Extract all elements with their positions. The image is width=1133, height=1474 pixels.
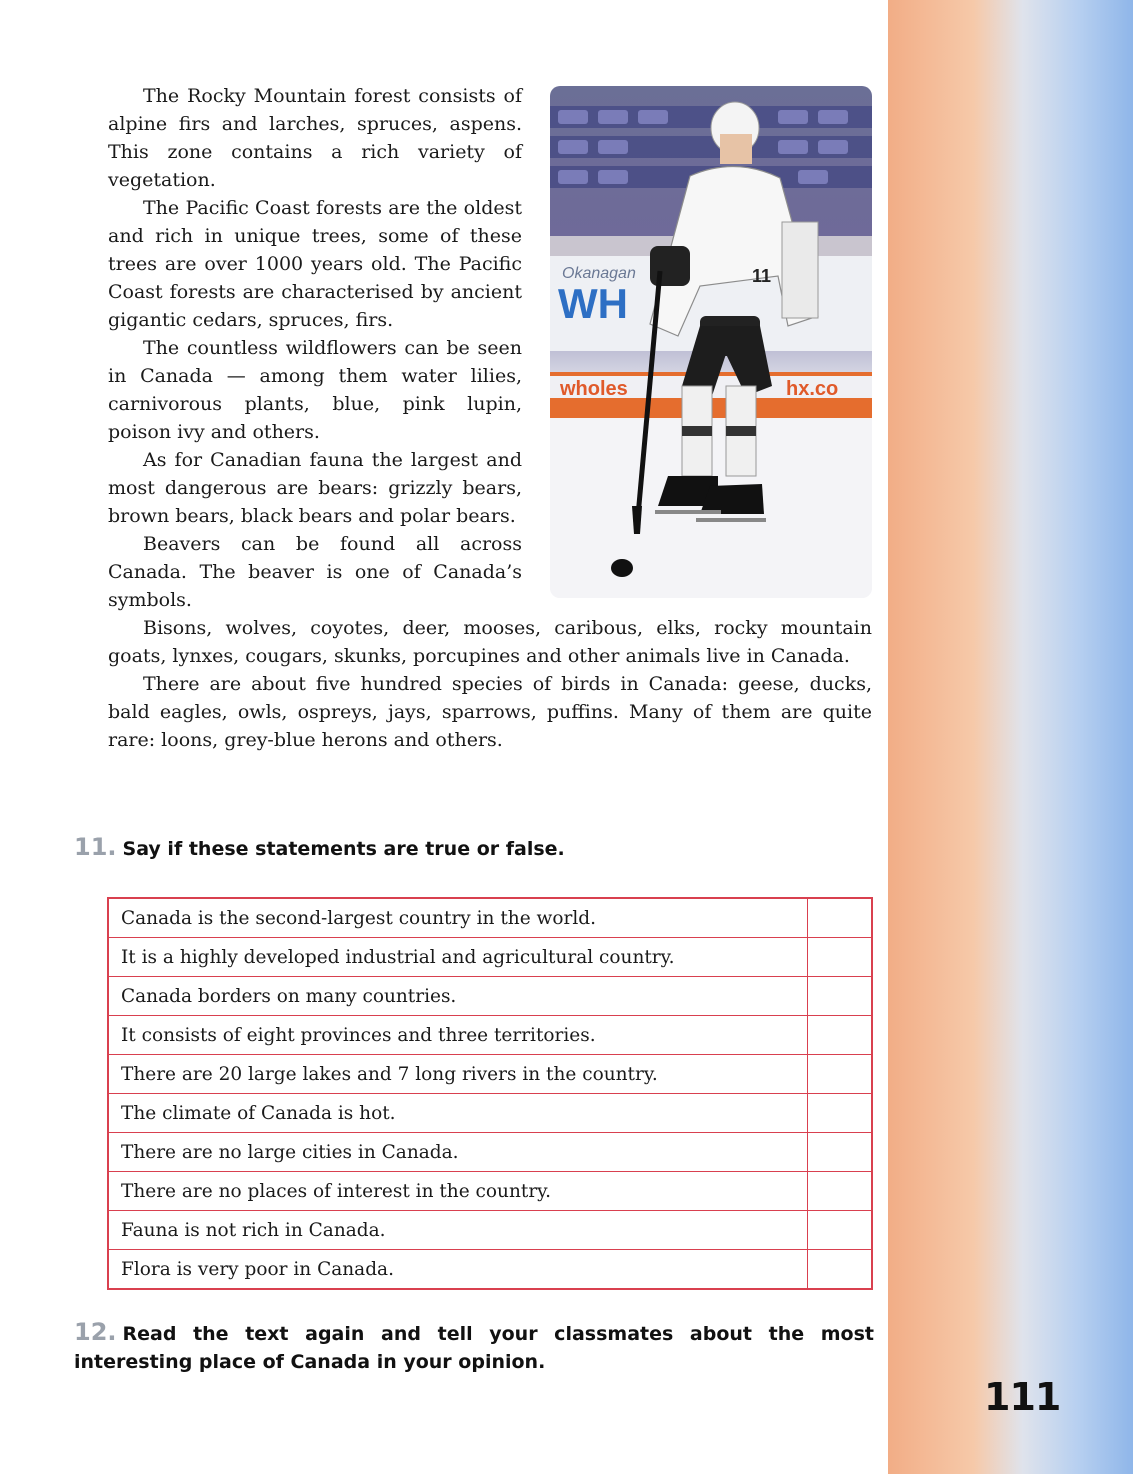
statement-cell: There are no large cities in Canada. — [108, 1133, 808, 1172]
task-11-instruction: Say if these statements are true or false. — [122, 838, 565, 860]
table-row — [108, 1055, 872, 1094]
table-row — [108, 977, 872, 1016]
table-row — [108, 898, 872, 938]
task-12-heading — [74, 1318, 874, 1376]
page-number: 111 — [984, 1375, 1061, 1419]
statement-cell: There are 20 large lakes and 7 long rivers in the country. — [108, 1055, 808, 1094]
paragraph-rocky-mountain: The Rocky Mountain forest consists of alpine firs and larches, spruces, aspens. This zone contains a rich variety of vegetation. — [108, 85, 522, 191]
banner-text-4: hx.co — [786, 378, 839, 400]
paragraph-beavers: Beavers can be found all across Canada. The beaver is one of Canada’s symbols. — [108, 533, 522, 611]
answer-cell[interactable] — [808, 1055, 873, 1094]
page-margin-band — [888, 0, 1133, 1474]
paragraph-animals: Bisons, wolves, coyotes, deer, mooses, caribous, elks, rocky mountain goats, lynxes, cougars, skunks, porcupines and other animals live in Canada. — [108, 617, 872, 667]
task-11-number: 11. — [74, 833, 117, 861]
task-12-instruction: Read the text again and tell your classmates about the most interesting place of Canada in your opinion. — [74, 1323, 874, 1373]
table-row — [108, 1133, 872, 1172]
table-row — [108, 1016, 872, 1055]
answer-cell[interactable] — [808, 1172, 873, 1211]
paragraph-birds: There are about five hundred species of birds in Canada: geese, ducks, bald eagles, owls, ospreys, jays, sparrows, puffins. Many of them are quite rare: loons, grey-blue herons and others. — [108, 673, 872, 751]
table-row — [108, 1172, 872, 1211]
reading-text — [108, 82, 872, 754]
answer-cell[interactable] — [808, 938, 873, 977]
statement-cell: Canada is the second-largest country in the world. — [108, 898, 808, 938]
statement-cell: Fauna is not rich in Canada. — [108, 1211, 808, 1250]
answer-cell[interactable] — [808, 1211, 873, 1250]
answer-cell[interactable] — [808, 1094, 873, 1133]
answer-cell[interactable] — [808, 1016, 873, 1055]
statement-cell: It consists of eight provinces and three territories. — [108, 1016, 808, 1055]
paragraph-pacific-coast: The Pacific Coast forests are the oldest and rich in unique trees, some of these trees are over 1000 years old. The Pacific Coast forests are characterised by ancient gigantic cedars, spruces, firs. — [108, 197, 522, 331]
table-row — [108, 1094, 872, 1133]
hockey-player-photo — [550, 86, 872, 598]
banner-text-1: Okanagan — [562, 265, 636, 282]
banner-text-2: WH — [558, 280, 628, 327]
statement-cell: It is a highly developed industrial and agricultural country. — [108, 938, 808, 977]
true-false-table — [107, 897, 873, 1290]
banner-text-3: wholes — [560, 378, 628, 400]
paragraph-wildflowers: The countless wildflowers can be seen in Canada — among them water lilies, carnivorous plants, blue, pink lupin, poison ivy and others. — [108, 337, 522, 443]
jersey-number: 11 — [752, 266, 772, 286]
statement-cell: There are no places of interest in the country. — [108, 1172, 808, 1211]
statement-cell: Canada borders on many countries. — [108, 977, 808, 1016]
answer-cell[interactable] — [808, 1250, 873, 1290]
answer-cell[interactable] — [808, 898, 873, 938]
task-11-heading — [74, 833, 874, 863]
table-row — [108, 1211, 872, 1250]
answer-cell[interactable] — [808, 977, 873, 1016]
table-row — [108, 1250, 872, 1290]
task-12-number: 12. — [74, 1318, 117, 1346]
answer-cell[interactable] — [808, 1133, 873, 1172]
statement-cell: Flora is very poor in Canada. — [108, 1250, 808, 1290]
statement-cell: The climate of Canada is hot. — [108, 1094, 808, 1133]
paragraph-fauna-bears: As for Canadian fauna the largest and most dangerous are bears: grizzly bears, brown bears, black bears and polar bears. — [108, 449, 522, 527]
table-row — [108, 938, 872, 977]
